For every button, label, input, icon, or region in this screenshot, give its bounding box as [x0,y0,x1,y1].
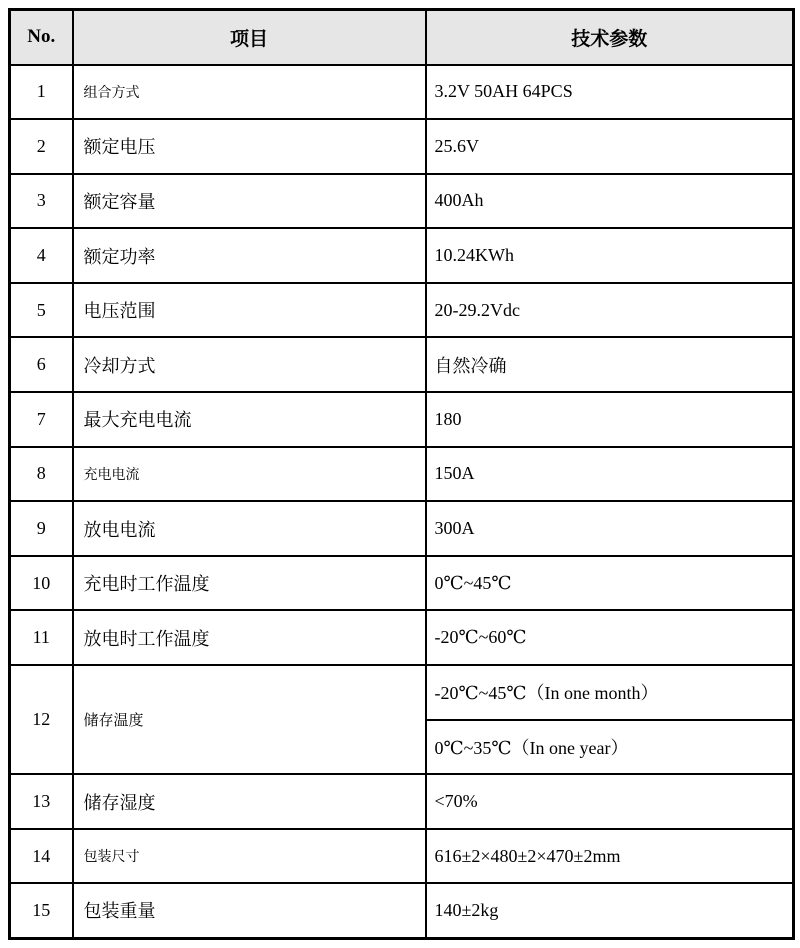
row-item: 充电电流 [73,447,426,502]
row-item: 额定容量 [73,174,426,229]
row-item: 放电时工作温度 [73,610,426,665]
row-item: 额定电压 [73,119,426,174]
header-value: 技术参数 [426,10,794,65]
row-value: 0℃~45℃ [426,556,794,611]
row-value: 140±2kg [426,883,794,938]
table-row [10,883,794,938]
row-value: 3.2V 50AH 64PCS [426,65,794,120]
row-value: 20-29.2Vdc [426,283,794,338]
header-item: 项目 [73,10,426,65]
row-value: 616±2×480±2×470±2mm [426,829,794,884]
row-no: 1 [10,65,73,120]
table-row [10,65,794,120]
row-no: 6 [10,337,73,392]
row-value: 10.24KWh [426,228,794,283]
table-row [10,283,794,338]
table-row [10,501,794,556]
row-value: <70% [426,774,794,829]
table-row [10,119,794,174]
row-no: 15 [10,883,73,938]
row-item: 储存温度 [73,665,426,774]
row-item: 放电电流 [73,501,426,556]
row-item: 电压范围 [73,283,426,338]
row-item: 额定功率 [73,228,426,283]
row-item: 包装重量 [73,883,426,938]
row-no: 11 [10,610,73,665]
table-row [10,610,794,665]
table-row [10,447,794,502]
row-value: 180 [426,392,794,447]
row-item: 组合方式 [73,65,426,120]
row-item: 充电时工作温度 [73,556,426,611]
row-no: 5 [10,283,73,338]
table-row [10,174,794,229]
row-item: 包装尺寸 [73,829,426,884]
row-item: 冷却方式 [73,337,426,392]
table-row [10,392,794,447]
row-no: 2 [10,119,73,174]
row-no: 10 [10,556,73,611]
row-value: 300A [426,501,794,556]
row-no: 8 [10,447,73,502]
table-row [10,774,794,829]
row-value: 自然冷确 [426,337,794,392]
spec-table [8,8,795,940]
row-value: 0℃~35℃（In one year） [426,720,794,775]
row-value: 400Ah [426,174,794,229]
row-value: 150A [426,447,794,502]
row-value: -20℃~45℃（In one month） [426,665,794,720]
row-no: 7 [10,392,73,447]
row-value: -20℃~60℃ [426,610,794,665]
table-row [10,556,794,611]
row-item: 最大充电电流 [73,392,426,447]
row-no: 13 [10,774,73,829]
table-row [10,337,794,392]
row-value: 25.6V [426,119,794,174]
row-no: 3 [10,174,73,229]
header-no: No. [10,10,73,65]
table-row [10,829,794,884]
row-no: 12 [10,665,73,774]
row-item: 储存湿度 [73,774,426,829]
row-no: 9 [10,501,73,556]
row-no: 4 [10,228,73,283]
row-no: 14 [10,829,73,884]
table-row [10,228,794,283]
header-row [10,10,794,65]
table-row [10,665,794,720]
